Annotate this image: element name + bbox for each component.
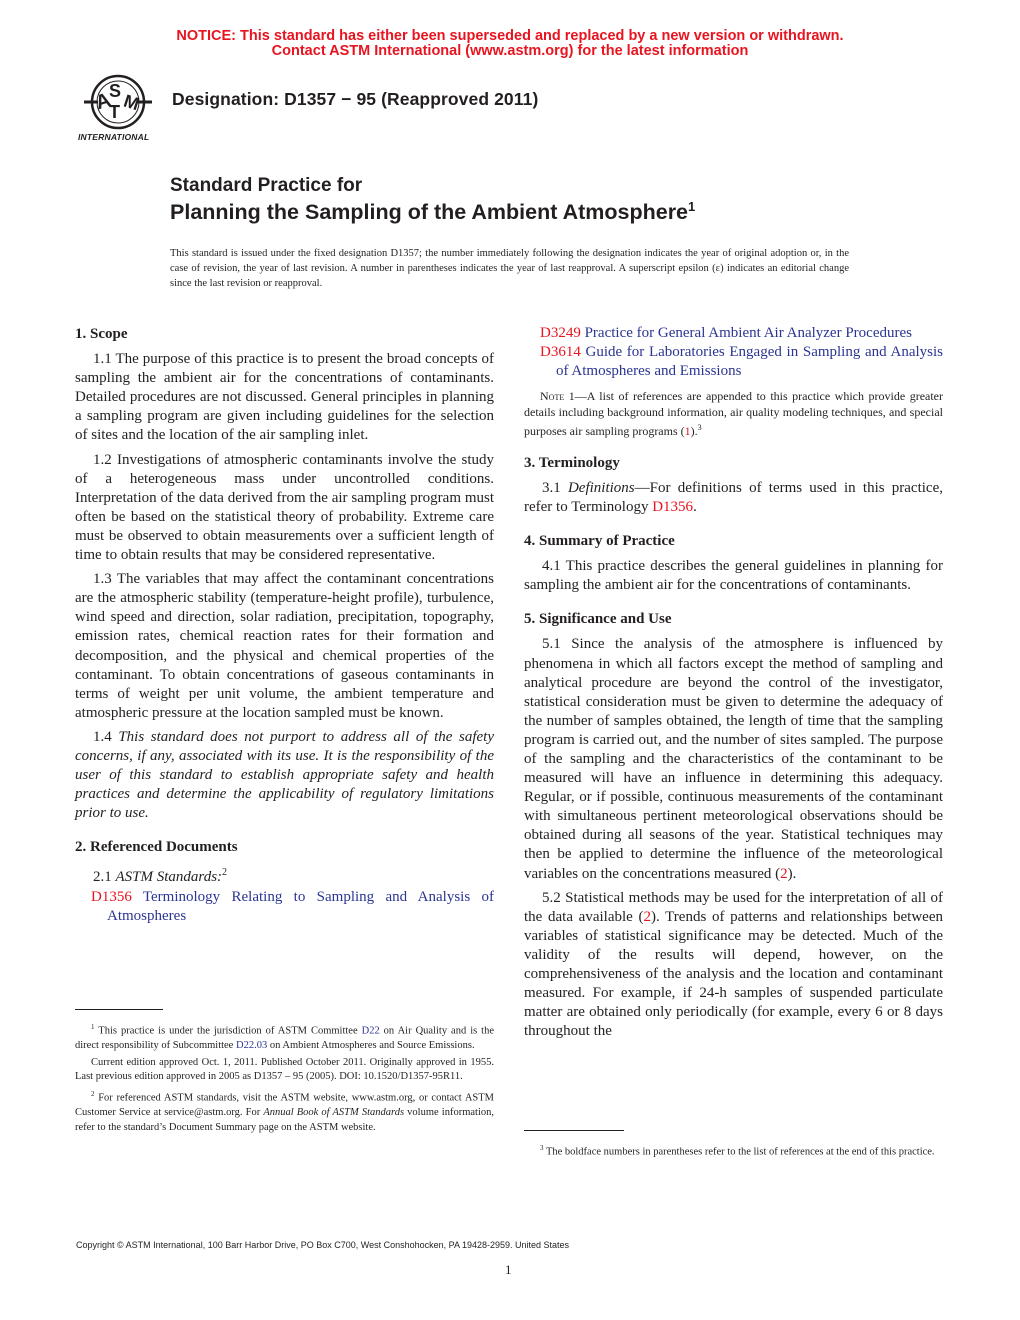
section-4-heading: 4. Summary of Practice xyxy=(524,533,675,550)
para-5-1 xyxy=(524,635,943,883)
left-column xyxy=(75,325,494,926)
para-5-1-end: ). xyxy=(787,865,797,882)
ref-d3249-code[interactable]: D3249 xyxy=(540,325,581,341)
ref-d1356-title[interactable]: Terminology Relating to Sampling and Analysis of Atmospheres xyxy=(107,888,494,924)
para-1-3: 1.3 The variables that may affect the contaminant concentrations are the atmospheric stability (temperature-height profile), turbulence, wind speed and direction, solar radiation, precipitation, topography, emission rates, chemical reaction rates for their formation and decomposition, and the physical and chemical properties of the contaminant. To obtain concentrations of gaseous contaminants in terms of weight per unit volume, the ambient temperature and atmospheric pressure at the location sampled must be known. xyxy=(75,571,494,721)
section-1-heading: 1. Scope xyxy=(75,326,128,342)
section-2-heading: 2. Referenced Documents xyxy=(75,839,238,856)
right-column xyxy=(524,324,943,1041)
para-5-1-ref[interactable]: 2 xyxy=(780,865,788,882)
para-5-1-text: 5.1 Since the analysis of the atmosphere is influenced by phenomena in which all factors except the method of sampling and analytical procedure are beyond the control of the investigator, statistical consideration must be given to determine the adequacy of the number of samples obtained, the length of time that the sampling program is carried out, and the number of sites sampled. The purpose of the sampling and the characteristics of the contaminant to be measured will have an influence in determining this adequacy. Regular, or if possible, continuous measurements of the contaminant with simultaneous pertinent meteorological observations should be obtained during all seasons of the year. Statistical techniques may then be applied to determine the influence of the meteorological variables on the concentrations measured ( xyxy=(524,636,943,882)
copyright: Copyright © ASTM International, 100 Barr Harbor Drive, PO Box C700, West Conshohocken, PA 19428-2959. United States xyxy=(76,1240,570,1250)
para-3-1-num: 3.1 xyxy=(542,479,568,496)
notice-line-1: NOTICE: This standard has either been superseded and replaced by a new version or withdrawn. xyxy=(176,28,844,44)
para-2-1 xyxy=(75,863,494,887)
footnote-2-text-b: volume information, refer to the standard’s Document Summary page on the ASTM website. xyxy=(75,1106,494,1133)
svg-text:M: M xyxy=(121,90,142,115)
ref-d3614-code[interactable]: D3614 xyxy=(540,344,581,361)
svg-text:T: T xyxy=(109,102,120,122)
para-5-2-text-a: 5.2 Statistical methods may be used for the interpretation of all of the data available ( xyxy=(524,889,943,925)
footnote-2 xyxy=(75,1087,494,1135)
note-1-end: ). xyxy=(690,424,698,439)
footnote-rule-right xyxy=(524,1130,624,1131)
section-3-heading: 3. Terminology xyxy=(524,454,620,471)
svg-text:S: S xyxy=(109,81,122,101)
ref-d1356[interactable] xyxy=(91,888,494,926)
para-5-2-ref[interactable]: 2 xyxy=(643,908,651,925)
footnote-1-para-2: Current edition approved Oct. 1, 2011. Published October 2011. Originally approved in 1955. Last previous edition approved in 2005 as D1357 – 95 (2005). DOI: 10.1520/D1357-95R11. xyxy=(75,1056,494,1083)
title-footnote-marker: 1 xyxy=(688,199,696,214)
footnotes-right xyxy=(524,1141,943,1160)
para-3-1-ref[interactable]: D1356 xyxy=(652,498,694,515)
ref-d3614-title[interactable]: Guide for Laboratories Engaged in Sampling and Analysis of Atmospheres and Emissions xyxy=(556,344,943,380)
para-2-1-text: ASTM Standards: xyxy=(115,869,223,886)
logo-text: INTERNATIONAL xyxy=(78,132,150,142)
footnote-2-text-a: For referenced ASTM standards, visit the ASTM website, www.astm.org, or contact ASTM Customer Service at service@astm.org. For xyxy=(75,1092,495,1118)
footnote-1-link-d2203[interactable]: D22.03 xyxy=(235,1040,268,1052)
note-1-label: Note 1 xyxy=(540,389,575,404)
section-5-heading: 5. Significance and Use xyxy=(524,611,672,628)
title-line-1: Standard Practice for xyxy=(170,175,363,196)
para-5-2 xyxy=(524,889,943,1042)
footnote-3 xyxy=(524,1141,943,1160)
para-3-1-end: . xyxy=(693,498,697,515)
footnote-1-text-a: This practice is under the jurisdiction of ASTM Committee xyxy=(98,1025,362,1037)
designation: Designation: D1357 − 95 (Reapproved 2011) xyxy=(172,89,539,109)
footnote-1-link-d22[interactable]: D22 xyxy=(361,1025,380,1037)
note-1-sup: 3 xyxy=(697,423,702,433)
ref-d3249-title[interactable]: Practice for General Ambient Air Analyzer Procedures xyxy=(580,325,912,341)
para-2-1-sup: 2 xyxy=(222,867,228,879)
para-5-2-text-b: ). Trends of patterns and relationships between variables of statistical significance may be detected. Much of the validity of the results will depend, however, on the comprehensiveness of the analysis and the location and contaminant measured. For example, if 24-h samples of suspended particulate matter are obtained only periodically (for example, every 6 or 8 days throughout the xyxy=(524,908,943,1040)
para-1-4-text: This standard does not purport to address all of the safety concerns, if any, associated with its use. It is the responsibility of the user of this standard to establish appropriate safety and health practices and determine the applicability of regulatory limitations prior to use. xyxy=(75,728,495,822)
title-text: Planning the Sampling of the Ambient Atmosphere xyxy=(170,200,689,224)
svg-text:A: A xyxy=(92,88,114,115)
footnote-2-em: Annual Book of ASTM Standards xyxy=(263,1106,405,1118)
notice-line-2: Contact ASTM International (www.astm.org) for the latest information xyxy=(271,43,749,59)
para-3-1-text: —For definitions of terms used in this practice, refer to Terminology xyxy=(524,479,943,515)
note-1-text: —A list of references are appended to this practice which provide greater details including background information, air quality modeling techniques, and special purposes air sampling programs ( xyxy=(524,389,944,439)
footnote-1-text-c: on Ambient Atmospheres and Source Emissions. xyxy=(267,1040,475,1052)
para-1-1: 1.1 The purpose of this practice is to present the broad concepts of sampling the ambient air for the concentrations of contaminants. Detailed procedures are not discussed. General principles in planning a sampling program are given including guidelines for the selection of sites and the location of the air sampling inlet. xyxy=(75,351,494,444)
footnote-rule-left xyxy=(75,1009,163,1010)
para-4-1: 4.1 This practice describes the general guidelines in planning for sampling the ambient air for the concentrations of contaminants. xyxy=(524,558,943,594)
footnote-1 xyxy=(75,1020,494,1054)
footnote-3-marker: 3 xyxy=(540,1144,544,1152)
ref-d3249[interactable] xyxy=(540,324,943,343)
issued-note: This standard is issued under the fixed designation D1357; the number immediately following the designation indicates the year of original adoption or, in the case of revision, the year of last revision. A number in parentheses indicates the year of last reapproval. A superscript epsilon (ε) indicates an editorial change since the last revision or reapproval. xyxy=(170,248,849,289)
para-2-1-num: 2.1 xyxy=(93,869,116,886)
para-1-4-num: 1.4 xyxy=(93,728,119,745)
page-number: 1 xyxy=(505,1262,512,1277)
para-1-4 xyxy=(75,728,494,823)
ref-d3614[interactable] xyxy=(540,343,943,381)
note-1 xyxy=(524,389,943,440)
footnote-1-marker: 1 xyxy=(91,1023,95,1031)
para-3-1-em: Definitions xyxy=(567,479,635,496)
footnote-2-marker: 2 xyxy=(91,1089,95,1098)
para-3-1 xyxy=(524,479,943,517)
note-1-ref[interactable]: 1 xyxy=(684,424,691,439)
footnotes-left xyxy=(75,1020,494,1135)
ref-d1356-code[interactable]: D1356 xyxy=(91,888,132,905)
footnote-3-text: The boldface numbers in parentheses refer to the list of references at the end of this practice. xyxy=(545,1146,935,1158)
para-1-2: 1.2 Investigations of atmospheric contaminants involve the study of a heterogeneous mass under uncontrolled conditions. Interpretation of the data derived from the air sampling program must often be based on the statistical theory of probability. Extreme care must be observed to obtain measurements over a sufficient length of time to obtain results that may be considered representative. xyxy=(75,451,494,564)
footnote-1-text-b: on Air Quality and is the direct responsibility of Subcommittee xyxy=(75,1025,495,1052)
title-line-2 xyxy=(170,199,695,225)
